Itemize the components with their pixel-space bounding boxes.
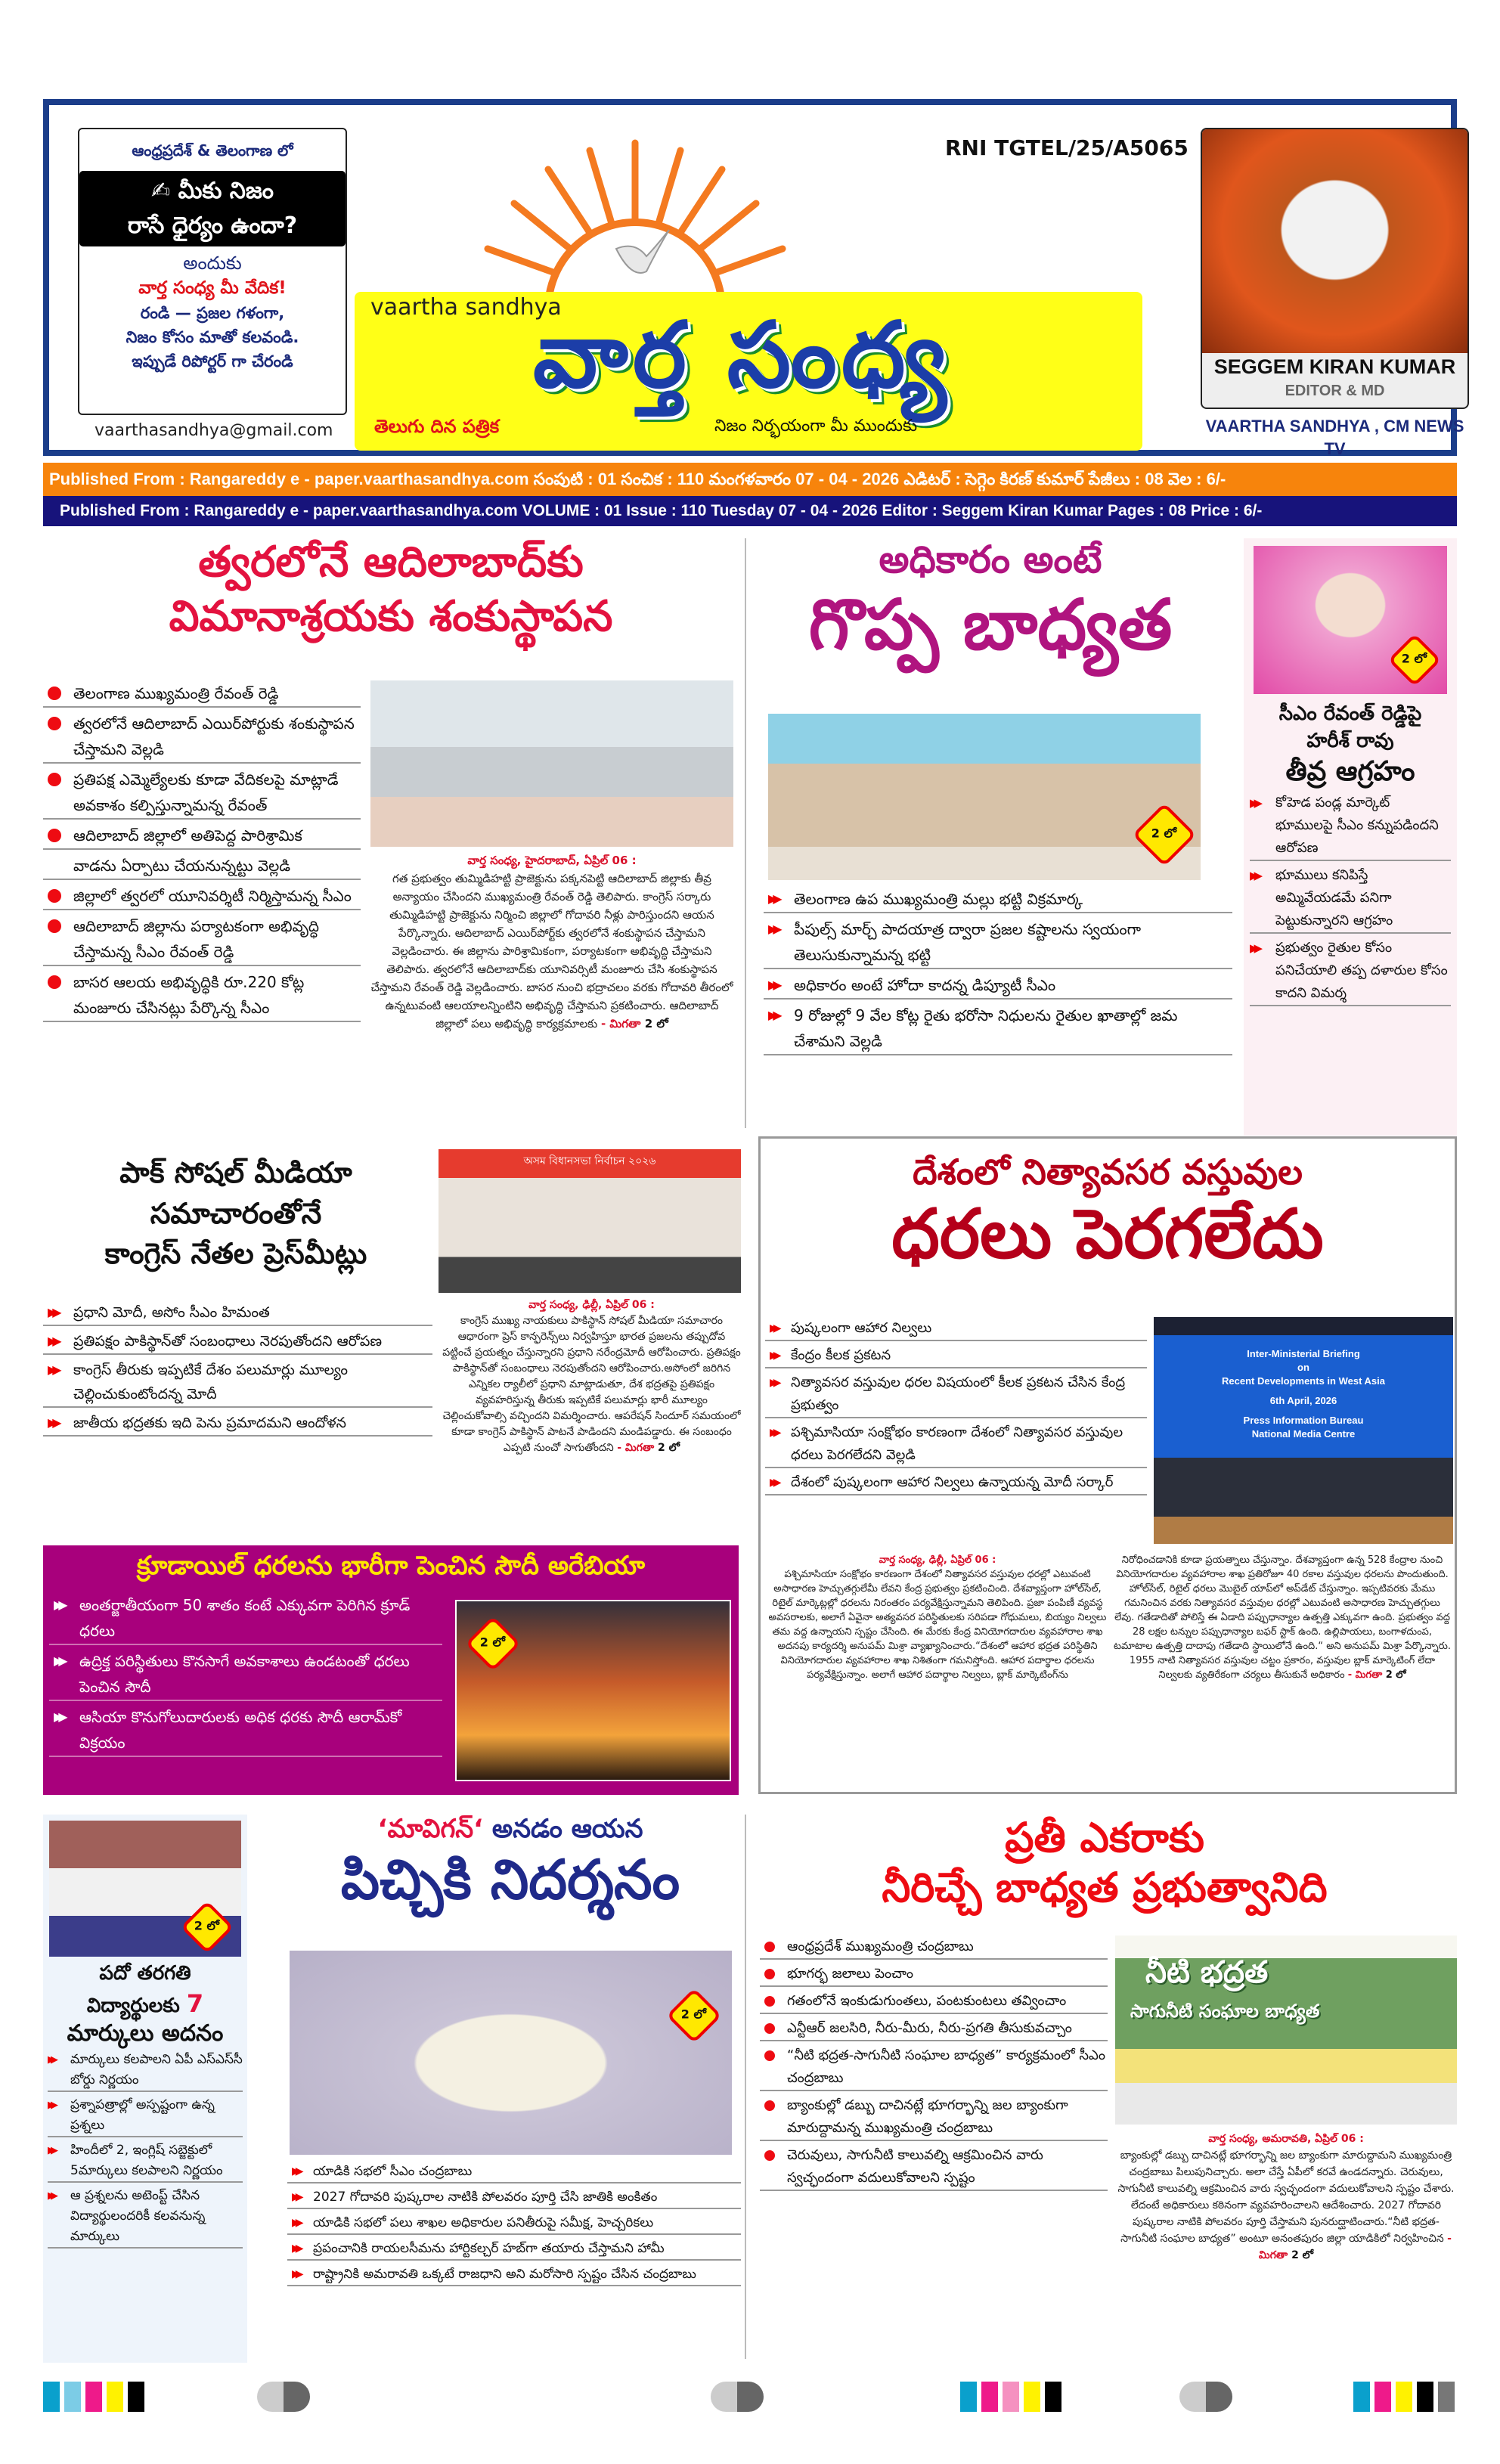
dateline: వార్త సంధ్య, ఢిల్లీ, ఏప్రిల్ 06 : (528, 1299, 655, 1311)
story-bhatti-headline: గొప్ప బాధ్యత (808, 584, 1173, 665)
double-arrow-bullet-icon: ▶▶ (770, 1427, 777, 1439)
double-arrow-bullet-icon: ▶▶ (768, 978, 778, 992)
story-harish-headline-2: హరీశ్ రావు (1306, 729, 1394, 752)
briefing-title: Inter-Ministerial Briefing (1247, 1348, 1360, 1359)
bullet-item (760, 2017, 1108, 2041)
story-adilabad-bullets (43, 680, 361, 1025)
double-arrow-bullet-icon: ▶▶ (48, 1362, 57, 1377)
print-registration-mark (257, 2382, 310, 2412)
story-prices-body-col2 (1113, 1553, 1452, 1682)
story-modi-headline-2: సమాచారంతోనే (150, 1196, 322, 1230)
black-swatch (1045, 2382, 1061, 2412)
story-water-body (1115, 2131, 1457, 2264)
double-arrow-bullet-icon: ▶▶ (1250, 941, 1259, 956)
double-arrow-bullet-icon: ▶▶ (48, 1415, 57, 1430)
bullet-item (43, 853, 361, 880)
bullet-text: పీపుల్స్ మార్చ్ పాదయాత్ర ద్వారా ప్రజల కష్టాలను స్వయంగా తెలుసుకున్నామన్న భట్టి (794, 920, 1142, 964)
bullet-item (48, 2140, 243, 2183)
black-swatch (128, 2382, 144, 2412)
body-text: నిరోధించడానికి కూడా ప్రయత్నాలు చేస్తున్నాం. దేశవ్యాప్తంగా ఉన్న 528 కేంద్రాల నుంచి వినియోగదారుల వ్యవహారాల శాఖ ప్రతిరోజూ 40 రకాల వస్తువుల ధరలను పొందుతుంది. హోల్‌సేల్, రిటైల్ ధరలు మొబైల్ యాప్‌లో అప్‌డేట్ చేస్తున్నాం. ఇప్పటివరకు మేము గమనించిన వరకు నిత్యావసర వస్తువుల ధరల్లో ఎటువంటి అసాధారణ హెచ్చుతగ్గులు లేవు. గతేడాదితో పోలిస్తే ఈ ఏడాది పప్పుధాన్యాల ఉత్పత్తి ఎక్కువగా ఉంది. ప్రభుత్వం వద్ద 28 లక్షల టన్నుల పప్పుధాన్యాల బఫర్ స్టాక్ ఉంది. ఉల్లిపాయలు, బంగాళదుంప, టమాటాల ఉత్పత్తి దాదాపు గతేడాది స్థాయిలోనే ఉంది.“ అని అనుపమ్ మిశ్రా పేర్కొన్నారు. 1955 నాటి నిత్యావసర వస్తువుల చట్టం ప్రకారం, వస్తువుల బ్లాక్ మార్కెటింగ్ లేదా నిల్వలకు వ్యతిరేకంగా చర్యలు తీసుకునే అధికారం (1114, 1554, 1451, 1681)
promo-line-c: ఇప్పుడే రిపోర్టర్ గా చేరండి (132, 352, 293, 370)
red-dot-bullet-icon (48, 717, 61, 730)
page-2-badge: 2 లో (465, 1616, 521, 1672)
bullet-item (764, 972, 1232, 1000)
page-2-badge: 2 లో (181, 1901, 234, 1954)
promo-line-a: రండి — ప్రజల గళంగా, (140, 304, 285, 322)
dateline: వార్త సంధ్య, అమరావతి, ఏప్రిల్ 06 : (1208, 2133, 1364, 2145)
promo-region: ఆంధ్రప్రదేశ్ & తెలంగాణ లో (132, 141, 293, 160)
bullet-item (760, 1936, 1108, 1960)
photo-students (49, 1821, 241, 1957)
bullet-text: ప్రతిపక్ష ఎమ్మెల్యేలకు కూడా వేదికలపై మాట్లాడే అవకాశం కల్పిస్తున్నామన్న రేవంత్ (73, 770, 339, 814)
story-cbn-headline: పిచ్చికి నిదర్శనం (340, 1848, 680, 1912)
gray-swatch (1438, 2382, 1455, 2412)
bullet-text: ఆ ప్రశ్నలను అటెంప్ట్ చేసిన విద్యార్థులందరికీ కలవనున్న మార్కులు (70, 2188, 206, 2245)
double-arrow-bullet-icon: ▶▶ (768, 1008, 778, 1022)
story-crude-bullets (49, 1592, 442, 1760)
story-water-headline-2: నీరిచ్చే బాధ్యత ప్రభుత్వానిది (882, 1864, 1328, 1912)
bullet-item (287, 2238, 741, 2261)
continued-on-page: - మిగతా 2 లో (617, 1442, 680, 1454)
tagline-motto: నిజం నిర్భయంగా మీ ముందుకు (714, 417, 918, 435)
double-arrow-bullet-icon: ▶▶ (768, 891, 778, 906)
photo-oil-pump (455, 1600, 731, 1781)
bullet-item (43, 711, 361, 764)
double-arrow-bullet-icon: ▶▶ (292, 2191, 299, 2203)
editor-role: EDITOR & MD (1285, 383, 1385, 399)
bullet-item (43, 1300, 432, 1326)
bullet-text: 2027 గోదావరి పుష్కరాల నాటికి పోలవరం పూర్తి చేసి జాతికి అంకితం (313, 2190, 658, 2205)
reporter-recruitment-ad (78, 128, 347, 415)
story-ssc-headline-1: పదో తరగతి (99, 1962, 191, 1985)
story-prices (758, 1136, 1457, 1794)
story-harish-bullets (1244, 787, 1457, 1014)
briefing-on: on (1297, 1362, 1309, 1373)
story-bhatti (748, 538, 1232, 665)
bullet-text: యాడికి సభలో పలు శాఖల అధికారుల పనితీరుపై సమీక్ష, హెచ్చరికలు (313, 2215, 654, 2230)
editor-photo (1202, 129, 1467, 353)
story-prices-body-col1 (768, 1553, 1107, 1682)
bullet-item (43, 767, 361, 820)
bullet-item (764, 886, 1232, 913)
story-modi-bullets (43, 1300, 432, 1440)
bullet-text: దేశంలో పుష్కలంగా ఆహార నిల్వలు ఉన్నాయన్న మోదీ సర్కార్ (791, 1474, 1114, 1490)
photo-press-briefing (1154, 1317, 1453, 1544)
red-dot-bullet-icon (764, 1942, 775, 1952)
magenta-swatch (85, 2382, 102, 2412)
bullet-text: జిల్లాలో త్వరలో యూనివర్శిటీ నిర్మిస్తామన్న సీఎం (73, 887, 352, 905)
print-color-bar (1353, 2382, 1455, 2412)
writing-hand-icon: ✍ (150, 178, 171, 204)
promo-platform: వార్త సంధ్య మీ వేదిక! (138, 278, 287, 298)
story-water (752, 1815, 1457, 1911)
photo-chandrababu-speech (290, 1951, 732, 2155)
cyan-swatch (43, 2382, 60, 2412)
print-registration-mark (1179, 2382, 1232, 2412)
bullet-item (287, 2187, 741, 2209)
bullet-item (43, 1358, 432, 1408)
bullet-item (49, 1648, 442, 1701)
double-arrow-bullet-icon: ▶▶ (48, 2100, 54, 2112)
story-ssc-headline-3: మార్కులు అదనం (67, 2019, 224, 2047)
bullet-text: చెరువులు, సాగునీటి కాలువల్ని ఆక్రమించిన వారు స్వచ్ఛందంగా వదులుకోవాలని స్పష్టం (787, 2147, 1043, 2186)
story-modi-headline-1: పాక్ సోషల్ మీడియా (119, 1156, 352, 1189)
story-prices-headline-1: దేశంలో నిత్యావసర వస్తువుల (913, 1151, 1303, 1192)
bullet-item (43, 1329, 432, 1355)
story-cbn-kicker (280, 1815, 741, 1844)
body-text: పశ్చిమాసియా సంక్షోభం కారణంగా దేశంలో నిత్యావసర వస్తువుల ధరల్లో ఎటువంటి అసాధారణ హెచ్చుతగ్గులేమీ లేవని కేంద్ర ప్రభుత్వం ప్రకటించింది. దేశవ్యాప్తంగా హోల్‌సేల్, రిటైల్ మార్కెట్లల్లో ధరలను నిరంతరం పర్యవేక్షిస్తున్నామని తెలిపింది. ప్రజా పంపిణీ వ్యవస్థ అవసరాలకు, అలాగే ఏవైనా అత్యవసర పరిస్థితులకు సరిపడా గోధుమలు, బియ్యం నిల్వలు తమ వద్ద ఉన్నాయని స్పష్టం చేసింది. ఈ మేరకు కేంద్ర వినియోగదారుల వ్యవహారాల శాఖ అదనపు కార్యదర్శి అనుపమ్ మిశ్రా వ్యాఖ్యానించారు.“దేశంలో ఆహార భద్రత పరిస్థితిని వినియోగదారుల వ్యవహారాల శాఖ నిశితంగా గమనిస్తోంది. ఆహార పదార్థాల ధరలను పర్యవేక్షిస్తున్నాం. అలాగే ఆహార పదార్థాల నిల్వలు, బ్లాక్ మార్కెటింగ్‌ను (768, 1569, 1107, 1681)
double-arrow-bullet-icon: ▶▶ (770, 1377, 777, 1389)
bullet-text: ఎన్టీఆర్ జలసిరి, నీరు-మీరు, నీరు-ప్రగతి తీసుకువచ్చాం (787, 2020, 1072, 2036)
red-dot-bullet-icon (48, 687, 61, 700)
bullet-item (49, 1704, 442, 1757)
continued-on-page: - మిగతా 2 లో (600, 1017, 668, 1031)
double-arrow-bullet-icon: ▶▶ (48, 2054, 54, 2066)
bullet-text: భూగర్భ జలాలు పెంచాం (787, 1966, 913, 1982)
magenta-swatch (981, 2382, 998, 2412)
bullet-text: ఆసియా కొనుగోలుదారులకు అధిక ధరకు సౌదీ ఆరామ్‌కో విక్రయం (79, 1708, 402, 1752)
story-water-headline-1: ప్రతీ ఎకరాకు (1005, 1814, 1204, 1861)
cyan-swatch (960, 2382, 977, 2412)
continued-on-page: - మిగతా 2 లో (1347, 1669, 1406, 1681)
brand-name-english: vaartha sandhya (370, 294, 562, 321)
light-cyan-swatch (64, 2382, 81, 2412)
bullet-text: వాడను ఏర్పాటు చేయనున్నట్టు వెల్లడి (73, 857, 291, 875)
kicker-rest: అనడం ఆయన (491, 1814, 643, 1844)
headline-number: 7 (186, 1988, 204, 2018)
story-adilabad-body (370, 851, 733, 1033)
dateline: వార్త సంధ్య, ఢిల్లీ, ఏప్రిల్ 06 : (879, 1554, 996, 1566)
print-color-bar (960, 2382, 1061, 2412)
bullet-text: ఆదిలాబాద్ జిల్లాను పర్యాటకంగా అభివృద్ధి చేస్తామన్న సీఎం రేవంత్ రెడ్డి (73, 917, 319, 961)
yellow-swatch (1024, 2382, 1040, 2412)
red-dot-bullet-icon (48, 889, 61, 903)
story-prices-headline-2: ధరలు పెరగలేదు (891, 1194, 1324, 1274)
bullet-item (1250, 937, 1451, 1006)
bullet-item (48, 2095, 243, 2137)
story-adilabad (43, 538, 739, 642)
promo-line-b: నిజం కోసం మాతో కలవండి. (126, 328, 299, 346)
double-arrow-bullet-icon: ▶▶ (292, 2165, 299, 2177)
story-ssc-headline-2 (43, 1990, 247, 2018)
tagline-daily: తెలుగు దిన పత్రిక (374, 416, 500, 437)
bullet-text: పుష్కలంగా ఆహార నిల్వలు (791, 1320, 932, 1336)
bullet-text: అధికారం అంటే హోదా కాదన్న డిప్యూటీ సీఎం (794, 976, 1056, 994)
page-2-badge: 2 లో (666, 1988, 722, 2044)
bullet-item (48, 2186, 243, 2249)
bullet-item (765, 1371, 1147, 1418)
story-adilabad-headline-1: త్వరలోనే ఆదిలాబాద్‌కు (198, 538, 584, 587)
bullet-text: పశ్చిమాసియా సంక్షోభం కారణంగా దేశంలో నిత్యావసర వస్తువుల ధరలు పెరగలేదని వెల్లడి (791, 1424, 1123, 1463)
bullet-item (765, 1421, 1147, 1468)
bullet-item (43, 913, 361, 966)
story-ssc-bullets (43, 2047, 247, 2255)
bullet-text: ప్రభుత్వం రైతుల కోసం పనిచేయాలి తప్ప దళారుల కోసం కాదని విమర్శ (1275, 940, 1448, 1002)
bullet-text: త్వరలోనే ఆదిలాబాద్ ఎయిర్‌పోర్టుకు శంకుస్థాపన చేస్తామని వెల్లడి (73, 714, 355, 758)
story-water-bullets (760, 1936, 1108, 2194)
bullet-text: బాసర ఆలయ అభివృద్ధికి రూ.220 కోట్ల మంజూరు చేసినట్లు పేర్కొన్న సీఎం (73, 973, 305, 1017)
photo-harish-rao (1254, 546, 1447, 694)
rni-number: RNI TGTEL/25/A5065 (945, 135, 1189, 160)
bullet-item (760, 1963, 1108, 1987)
double-arrow-bullet-icon: ▶▶ (1250, 796, 1259, 810)
story-modi-headline-3: కాంగ్రెస్ నేతల ప్రెస్‌మీట్లు (104, 1237, 367, 1271)
story-cbn (280, 1815, 741, 1911)
kicker-quote: ‘మావిగన్‘ (377, 1814, 484, 1844)
editor-name: SEGGEM KIRAN KUMAR (1213, 355, 1456, 378)
red-dot-bullet-icon (764, 2100, 775, 2111)
double-arrow-bullet-icon: ▶▶ (54, 1709, 64, 1724)
story-harish (1244, 538, 1457, 1136)
bullet-text: యాడికి సభలో సీఎం చంద్రబాబు (313, 2164, 473, 2179)
page-2-badge: 2 లో (1133, 803, 1197, 867)
bullet-text: బ్యాంకుల్లో డబ్బు దాచినట్లే భూగర్భాన్ని జల బ్యాంకుగా మారుద్దామన్న ముఖ్యమంత్రి చంద్రబాబు (787, 2097, 1068, 2136)
photo-cm-foundation-ceremony (370, 680, 733, 847)
double-arrow-bullet-icon: ▶▶ (770, 1477, 777, 1489)
double-arrow-bullet-icon: ▶▶ (292, 2242, 299, 2255)
bullet-item (760, 1990, 1108, 2014)
print-color-bar (43, 2382, 144, 2412)
continued-on-page: - మిగతా 2 లో (1258, 2233, 1452, 2261)
bullet-text: భూములు కనిపిస్తే అమ్మివేయడమే పనిగా పెట్టుకున్నారని ఆగ్రహం (1275, 867, 1393, 929)
pink-swatch (1003, 2382, 1019, 2412)
bullet-text: ఆంధ్రప్రదేశ్ ముఖ్యమంత్రి చంద్రబాబు (787, 1939, 974, 1954)
bullet-text: గతంలోనే ఇంకుడుగుంతలు, పంటకుంటలు తవ్వించాం (787, 1993, 1067, 2009)
bullet-item (43, 883, 361, 910)
bullet-text: నిత్యావసర వస్తువుల ధరల విషయంలో కీలక ప్రకటన చేసిన కేంద్ర ప్రభుత్వం (791, 1375, 1126, 1413)
magenta-swatch (1374, 2382, 1391, 2412)
yellow-swatch (1396, 2382, 1412, 2412)
bullet-item (49, 1592, 442, 1645)
bullet-text: కేంద్రం కీలక ప్రకటన (791, 1347, 891, 1363)
bullet-item (43, 969, 361, 1022)
promo-andhuku: అందుకు (183, 253, 242, 274)
bullet-text: తెలంగాణ ఉప ముఖ్యమంత్రి మల్లు భట్టి విక్రమార్క (794, 890, 1083, 908)
bullet-item (287, 2212, 741, 2235)
bullet-text: ఉద్రిక్త పరిస్థితులు కొనసాగే అవకాశాలు ఉండటంతో ధరలు పెంచిన సౌదీ (79, 1652, 410, 1696)
bullet-item (1250, 864, 1451, 934)
image-banner-text: অসম বিধানসভা নির্বাচন ২০২৬ (523, 1155, 656, 1167)
body-text: కాంగ్రెస్ ముఖ్య నాయకులు పాకిస్థాన్ సోషల్ మీడియా సమాచారం ఆధారంగా ప్రెస్ కాన్ఫరెన్స్‌లు నిర్వహిస్తూ భారత ప్రజలను తప్పుదోవ పట్టించే ప్రయత్నం చేస్తున్నారని ప్రధాని నరేంద్రమోదీ ఆరోపించారు. ప్రతిపక్షం పాకిస్థాన్‌తో సంబంధాలు నెరపుతోందని ఆరోపించారు.అసోంలో జరిగిన ఎన్నికల ర్యాలీలో ప్రధాని మాట్లాడుతూ, దేశ భద్రతపై ప్రతిపక్షం వ్యవహరిస్తున్న తీరుకు ఇప్పటికే పలుమార్లు భారీ మూల్యం చెల్లించుకోవాల్సి వచ్చిందని విమర్శించారు. ఆపరేషన్ సిందూర్ సమయంలో కూడా కాంగ్రెస్ పాకిస్థాన్ పాటనే పాడిందని మండిపడ్డారు. ఈ సంబంధం ఎప్పటి నుంచో సాగుతోందని (442, 1315, 741, 1454)
briefing-org-1: Press Information Bureau (1243, 1415, 1364, 1426)
double-arrow-bullet-icon: ▶▶ (768, 922, 778, 936)
story-harish-headline-1: సీఎం రేవంత్ రెడ్డిపై (1278, 702, 1422, 725)
bullet-text: 9 రోజుల్లో 9 వేల కోట్ల రైతు భరోసా నిధులను రైతుల ఖాతాల్లో జమ చేశామని వెల్లడి (794, 1006, 1178, 1050)
briefing-org-2: National Media Centre (1251, 1428, 1356, 1440)
event-banner-text-2: సాగునీటి సంఘాల బాధ్యత (1130, 2001, 1320, 2022)
event-banner-text-1: నీటి భద్రత (1145, 1955, 1269, 1990)
story-crude-oil (43, 1545, 739, 1795)
bullet-text: ఆదిలాబాద్ జిల్లాలో అతిపెద్ద పారిశ్రామిక (73, 826, 302, 845)
headline-text: విద్యార్థులకు (86, 1994, 180, 2017)
bullet-text: అంతర్జాతీయంగా 50 శాతం కంటే ఎక్కువగా పెరిగిన క్రూడ్ ధరలు (79, 1596, 411, 1640)
contact-email[interactable]: vaarthasandhya@gmail.com (95, 421, 333, 440)
bullet-item (760, 2144, 1108, 2191)
briefing-screen-text (1154, 1347, 1453, 1441)
bullet-item (765, 1344, 1147, 1368)
story-adilabad-headline-2: విమానాశ్రయకు శంకుస్థాపన (169, 592, 613, 642)
photo-water-security-event (1115, 1936, 1457, 2125)
yellow-swatch (107, 2382, 123, 2412)
red-dot-bullet-icon (764, 2023, 775, 2034)
double-arrow-bullet-icon: ▶▶ (54, 1654, 64, 1668)
bullet-item (764, 916, 1232, 969)
red-dot-bullet-icon (48, 919, 61, 933)
double-arrow-bullet-icon: ▶▶ (770, 1350, 777, 1362)
bullet-item (764, 1003, 1232, 1055)
column-divider (745, 538, 746, 1128)
story-crude-headline: క్రూడాయిల్ ధరలను భారీగా పెంచిన సౌదీ అరేబియా (136, 1551, 646, 1581)
bullet-text: కోహెడ పండ్ల మార్కెట్ భూములపై సీఎం కన్నుపడిందని ఆరోపణ (1275, 795, 1439, 857)
bullet-text: హిందీలో 2, ఇంగ్లిష్ సబ్జెక్టులో 5మార్కులు కలపాలని నిర్ణయం (70, 2143, 223, 2179)
page-2-badge: 2 లో (1388, 634, 1442, 687)
promo-headline (79, 171, 346, 246)
bullet-text: కాంగ్రెస్ తీరుకు ఇప్పటికే దేశం పలుమార్లు మూల్యం చెల్లించుకుంటోందన్న మోదీ (73, 1362, 349, 1402)
masthead (43, 99, 1464, 458)
story-bhatti-kicker: అధికారం అంటే (879, 538, 1102, 581)
briefing-subject: Recent Developments in West Asia (1221, 1375, 1385, 1387)
cyan-swatch (1353, 2382, 1370, 2412)
story-cbn-bullets (287, 2161, 741, 2289)
black-swatch (1417, 2382, 1433, 2412)
promo-headline-line2: రాసే ధైర్యం ఉందా? (127, 212, 298, 239)
story-ssc (43, 1815, 247, 2363)
bullet-text: తెలంగాణ ముఖ్యమంత్రి రేవంత్ రెడ్డి (73, 684, 279, 702)
publication-info-telugu: Published From : Rangareddy e - paper.vaarthasandhya.com సంపుటి : 01 సంచిక : 110 మంగళవారం 07 - 04 - 2026 ఎడిటర్ : సెగ్గెం కిరణ్ కుమార్ పేజీలు : 08 వెల : 6/- (43, 463, 1457, 496)
bullet-text: మార్కులు కలపాలని ఏపీ ఎస్ఎస్‌సీ బోర్డు నిర్ణయం (70, 2052, 243, 2088)
photo-bhatti-speech (768, 714, 1201, 880)
double-arrow-bullet-icon: ▶▶ (292, 2268, 299, 2280)
body-text: గత ప్రభుత్వం తుమ్మిడిహట్టి ప్రాజెక్టును పక్కనపెట్టి ఆదిలాబాద్ జిల్లాకు తీవ్ర అన్యాయం చేసిందని ముఖ్యమంత్రి రేవంత్ రెడ్డి తెలిపారు. కాంగ్రెస్ సర్కారు తుమ్మిడిహట్టి ప్రాజెక్టును నిర్మించి జిల్లాలో గోదావరి నీళ్లు పారిస్తుందని ఆయన పేర్కొన్నారు. ఆదిలాబాద్ ఎయిర్‌పోర్ట్‌కు త్వరలోనే శంకుస్థాపన చేస్తామని వెల్లడించారు. ఈ జిల్లాను పారిశ్రామికంగా, పర్యాటకంగా అభివృద్ధి చేస్తామని తెలిపారు. త్వరలోనే ఆదిలాబాద్‌కు యూనివర్సిటీ మంజూరు చేసి శంకుస్థాపన చేస్తామని రేవంత్ రెడ్డి వెల్లడించారు. బాసర నుంచి భద్రాచలం వరకు గోదావరి తీరంలో ఉన్నటువంటి ఆలయాలన్నింటిని అభివృద్ధి చేస్తామని ప్రకటించారు. ఆదిలాబాద్ జిల్లాలో పలు అభివృద్ధి కార్యక్రమాలకు (370, 872, 733, 1031)
bullet-item (43, 823, 361, 850)
story-modi-body (442, 1297, 741, 1456)
publication-info-english: Published From : Rangareddy e - paper.vaarthasandhya.com VOLUME : 01 Issue : 110 Tuesday 07 - 04 - 2026 Editor : Seggem Kiran Kumar Pages : 08 Price : 6/- (43, 496, 1457, 526)
editor-channel: VAARTHA SANDHYA , CM NEWS TV (1205, 417, 1464, 458)
bullet-item (43, 1411, 432, 1437)
double-arrow-bullet-icon: ▶▶ (770, 1322, 777, 1334)
column-divider (745, 1815, 746, 2359)
photo-modi-rally (439, 1149, 741, 1293)
double-arrow-bullet-icon: ▶▶ (1250, 869, 1259, 883)
sun-logo-icon (469, 135, 801, 309)
double-arrow-bullet-icon: ▶▶ (54, 1598, 64, 1612)
red-dot-bullet-icon (764, 1969, 775, 1979)
story-harish-headline-3: తీవ్ర ఆగ్రహం (1285, 755, 1415, 787)
bullet-item (760, 2094, 1108, 2141)
red-dot-bullet-icon (48, 773, 61, 786)
bullet-item (760, 2044, 1108, 2091)
bullet-item (765, 1317, 1147, 1341)
double-arrow-bullet-icon: ▶▶ (292, 2217, 299, 2229)
double-arrow-bullet-icon: ▶▶ (48, 2190, 54, 2202)
bullet-text: ప్రశ్నాపత్రాల్లో అస్పష్టంగా ఉన్న ప్రశ్నలు (70, 2097, 215, 2134)
brand-name-telugu: వార్త సంధ్య (533, 303, 951, 408)
promo-headline-line1: మీకు నిజం (178, 178, 274, 204)
red-dot-bullet-icon (764, 1996, 775, 2007)
briefing-date: 6th April, 2026 (1269, 1395, 1337, 1406)
bullet-item (287, 2161, 741, 2184)
bullet-item (43, 680, 361, 708)
red-dot-bullet-icon (764, 2150, 775, 2161)
red-dot-bullet-icon (48, 829, 61, 842)
bullet-text: “నీటి భద్రత-సాగునీటి సంఘాల బాధ్యత” కార్యక్రమంలో సీఎం చంద్రబాబు (787, 2047, 1105, 2086)
bullet-text: రాష్ట్రానికి అమరావతి ఒక్కటే రాజధాని అని మరోసారి స్పష్టం చేసిన చంద్రబాబు (313, 2267, 696, 2282)
red-dot-bullet-icon (48, 975, 61, 989)
bullet-text: జాతీయ భద్రతకు ఇది పెను ప్రమాదమని ఆందోళన (73, 1415, 346, 1431)
double-arrow-bullet-icon: ▶▶ (48, 1334, 57, 1348)
editor-card (1201, 128, 1469, 409)
bullet-text: ప్రపంచానికి రాయలసీమను హార్టికల్చర్ హబ్‌గా తయారు చేస్తామని హామీ (313, 2241, 665, 2256)
double-arrow-bullet-icon: ▶▶ (48, 1305, 57, 1319)
bullet-text: ప్రధాని మోదీ, అసోం సీఎం హిమంత (73, 1304, 270, 1321)
story-prices-bullets (765, 1317, 1147, 1499)
bullet-item (1250, 792, 1451, 861)
bullet-text: ప్రతిపక్షం పాకిస్థాన్‌తో సంబంధాలు నెరపుతోందని ఆరోపణ (73, 1333, 383, 1350)
bullet-item (287, 2264, 741, 2286)
print-registration-mark (711, 2382, 764, 2412)
double-arrow-bullet-icon: ▶▶ (48, 2145, 54, 2157)
bullet-item (48, 2050, 243, 2092)
body-text: బ్యాంకుల్లో డబ్బు దాచినట్లే భూగర్భాన్ని జల బ్యాంకుగా మారుద్దామని ముఖ్యమంత్రి చంద్రబాబు పిలుపునిచ్చారు. అలా చేస్తే ఏపీలో కరవే ఉండదన్నారు. చెరువులు, సాగునీటి కాలువల్ని ఆక్రమించిన వారు స్వచ్ఛందంగా వదులుకోవాలని స్పష్టం చేశారు. లేదంటే అధికారులు కఠినంగా వ్యవహరించాలని ఆదేశించారు. 2027 గోదావరి పుష్కరాల నాటికి పోలవరం పూర్తి చేస్తామని పునరుద్ఘాటించారు.“నీటి భద్రత-సాగునీటి సంఘాల బాధ్యత” అంటూ అనంతపురం జిల్లా యాడికిలో నిర్వహించిన (1117, 2149, 1455, 2245)
story-bhatti-bullets (764, 886, 1232, 1058)
dateline: వార్త సంధ్య, హైదరాబాద్, ఏప్రిల్ 06 : (467, 854, 637, 867)
story-modi (43, 1157, 429, 1271)
red-dot-bullet-icon (764, 2050, 775, 2061)
bullet-item (765, 1471, 1147, 1495)
